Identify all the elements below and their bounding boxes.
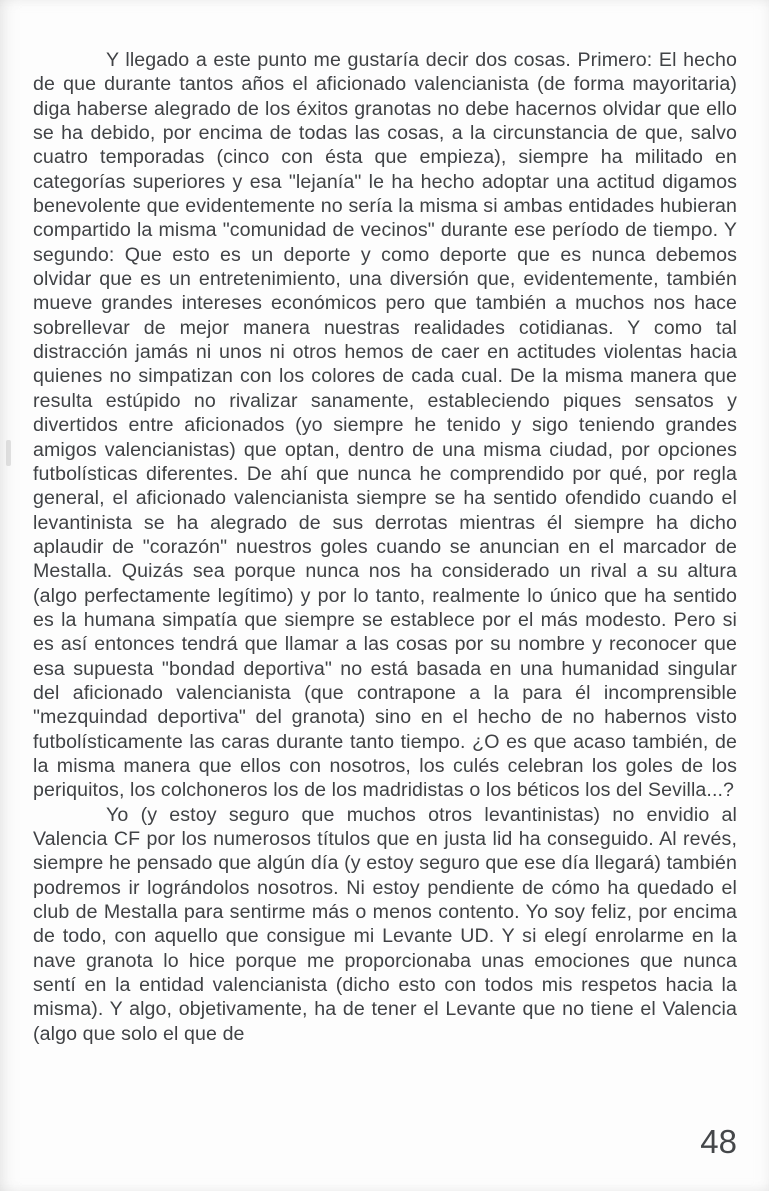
paragraph-2: Yo (y estoy seguro que muchos otros levantinistas) no envidio al Valencia CF por los numerosos títulos que en justa lid ha conseguido. Al revés, siempre he pensado que algún día (y estoy seguro que ese día llegará) también podremos ir lográndolos nosotros. Ni estoy pendiente de cómo ha quedado el club de Mestalla para sentirme más o menos contento. Yo soy feliz, por encima de todo, con aquello que consigue mi Levante UD. Y si elegí enrolarme en la nave granota lo hice porque me proporcionaba unas emociones que nunca sentí en la entidad valencianista (dicho esto con todos mis respetos hacia la misma). Y algo, objetivamente, ha de tener el Levante que no tiene el Valencia (algo que solo el que de [33, 803, 737, 1045]
scan-artifact [6, 440, 11, 466]
body-text [33, 48, 737, 1046]
page-number: 48 [700, 1123, 737, 1160]
paragraph-1: Y llegado a este punto me gustaría decir dos cosas. Primero: El hecho de que durante tantos años el aficionado valencianista (de forma mayoritaria) diga haberse alegrado de los éxitos granotas no debe hacernos olvidar que ello se ha debido, por encima de todas las cosas, a la circunstancia de que, salvo cuatro temporadas (cinco con ésta que empieza), siempre ha militado en categorías superiores y esa "lejanía" le ha hecho adoptar una actitud digamos benevolente que evidentemente no sería la misma si ambas entidades hubieran compartido la misma "comunidad de vecinos" durante ese período de tiempo. Y segundo: Que esto es un deporte y como deporte que es nunca debemos olvidar que es un entretenimiento, una diversión que, evidentemente, también mueve grandes intereses económicos pero que también a muchos nos hace sobrellevar de mejor manera nuestras realidades cotidianas. Y como tal distracción jamás ni unos ni otros hemos de caer en actitudes violentas hacia quienes no simpatizan con los colores de cada cual. De la misma manera que resulta estúpido no rivalizar sanamente, estableciendo piques sensatos y divertidos entre aficionados (yo siempre he tenido y sigo teniendo grandes amigos valencianistas) que optan, dentro de una misma ciudad, por opciones futbolísticas diferentes. De ahí que nunca he comprendido por qué, por regla general, el aficionado valencianista siempre se ha sentido ofendido cuando el levantinista se ha alegrado de sus derrotas mientras él siempre ha dicho aplaudir de "corazón" nuestros goles cuando se anuncian en el marcador de Mestalla. Quizás sea porque nunca nos ha considerado un rival a su altura (algo perfectamente legítimo) y por lo tanto, realmente lo único que ha sentido es la humana simpatía que siempre se establece por el más modesto. Pero si es así entonces tendrá que llamar a las cosas por su nombre y reconocer que esa supuesta "bondad deportiva" no está basada en una humanidad singular del aficionado valencianista (que contrapone a la para él incomprensible "mezquindad deportiva" del granota) sino en el hecho de no habernos visto futbolísticamente las caras durante tanto tiempo. ¿O es que acaso también, de la misma manera que ellos con nosotros, los culés celebran los goles de los periquitos, los colchoneros los de los madridistas o los béticos los del Sevilla...? [33, 49, 737, 802]
